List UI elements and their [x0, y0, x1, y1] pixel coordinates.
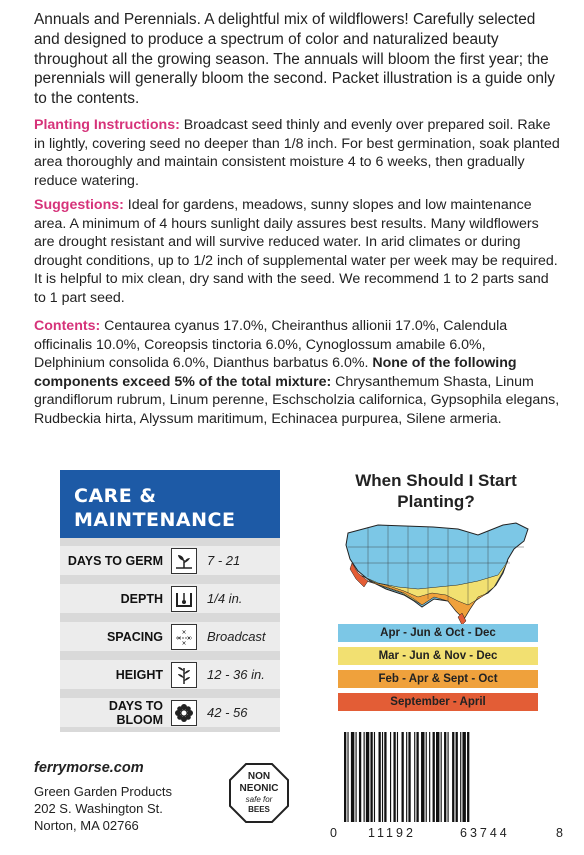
upc-group-2: 63744 [460, 826, 510, 840]
suggestions-heading: Suggestions: [34, 197, 124, 213]
barcode-bar [441, 732, 442, 822]
barcode [342, 732, 552, 822]
barcode-bar [408, 732, 410, 822]
care-title-line1: CARE & [74, 485, 157, 507]
usa-planting-map [338, 515, 538, 625]
intro-paragraph: Annuals and Perennials. A delightful mix of wildflowers! Carefully selected and designed to produce a spectrum of color and naturalized beauty throughout all the growing season. The annuals will bloom the first year; the perennials will generally bloom the second. Packet illustration is a guide only to the contents. [34, 11, 556, 108]
barcode-bar [462, 732, 465, 822]
svg-text:×: × [176, 634, 182, 642]
zone-label-3: Feb - Apr & Sept - Oct [338, 670, 538, 688]
care-value: 12 - 36 in. [207, 667, 265, 682]
barcode-bar [393, 732, 395, 822]
barcode-bar [414, 732, 415, 822]
care-label: DAYS TO GERM [67, 553, 163, 568]
barcode-bar [436, 732, 439, 822]
barcode-bar [452, 732, 454, 822]
barcode-bar [460, 732, 461, 822]
svg-text:×: × [186, 634, 192, 642]
planting-text: Broadcast seed thinly and evenly over prepared soil. Rake in lightly, covering seed no deeper than 1/8 inch. For best germination, soak planted area thoroughly and maintain consistent moisture 4 to 6 weeks, then gradually reduce watering. [34, 117, 560, 189]
svg-text:×: × [181, 639, 187, 647]
plant-height-icon [171, 662, 197, 688]
sprout-icon [171, 548, 197, 574]
care-label: HEIGHT [115, 667, 163, 682]
barcode-bar [366, 732, 369, 822]
care-maintenance-panel [60, 470, 280, 732]
flower-icon [171, 700, 197, 726]
care-row-germ [60, 546, 280, 575]
care-row-depth [60, 584, 280, 613]
care-value: Broadcast [207, 629, 266, 644]
barcode-bar [344, 732, 346, 822]
company-name: Green Garden Products [34, 784, 173, 799]
contents-heading: Contents: [34, 318, 101, 334]
badge-line1: NON [247, 771, 271, 782]
upc-left-digit: 0 [330, 826, 337, 840]
website: ferrymorse.com [34, 760, 144, 776]
barcode-bar [359, 732, 361, 822]
barcode-bar [351, 732, 354, 822]
care-label: SPACING [106, 629, 163, 644]
city-address: Norton, MA 02766 [34, 818, 139, 833]
badge-line2: NEONIC [239, 783, 279, 794]
contents-bold-note: None of the following components exceed 5% of the total mixture: [34, 355, 517, 390]
planting-heading: Planting Instructions: [34, 117, 180, 133]
care-row-spacing [60, 622, 280, 651]
barcode-bar [456, 732, 458, 822]
care-title-line2: MAINTENANCE [74, 509, 236, 531]
barcode-bar [433, 732, 435, 822]
planting-instructions [34, 116, 560, 190]
barcode-bar [416, 732, 418, 822]
barcode-bar [397, 732, 398, 822]
barcode-bar [421, 732, 424, 822]
barcode-bar [429, 732, 430, 822]
care-row-height [60, 660, 280, 689]
barcode-bar [364, 732, 365, 822]
barcode-bar [467, 732, 469, 822]
contents [34, 317, 560, 429]
spacing-icon [171, 624, 197, 650]
care-row-bloom [60, 698, 280, 727]
map-title: When Should I Start Planting? [355, 471, 517, 511]
zone-label-2: Mar - Jun & Nov - Dec [338, 647, 538, 665]
barcode-bar [382, 732, 383, 822]
badge-line3: safe for [245, 795, 273, 804]
care-value: 7 - 21 [207, 553, 241, 568]
barcode-bar [448, 732, 449, 822]
zone-label-1: Apr - Jun & Oct - Dec [338, 624, 538, 642]
barcode-bar [390, 732, 391, 822]
care-value: 42 - 56 [207, 705, 248, 720]
upc-right-digit: 8 [556, 826, 563, 840]
barcode-bar [370, 732, 372, 822]
barcode-bar [384, 732, 386, 822]
zone-label-4: September - April [338, 693, 538, 711]
barcode-bar [406, 732, 407, 822]
care-header [60, 470, 280, 538]
barcode-bar [374, 732, 375, 822]
street-address: 202 S. Washington St. [34, 801, 163, 816]
suggestions [34, 196, 560, 308]
badge-line4: BEES [248, 805, 270, 814]
barcode-bar [444, 732, 446, 822]
suggestions-text: Ideal for gardens, meadows, sunny slopes and low maintenance area. A minimum of 4 hours sunlight daily assures best results. Many wildflowers are drought resistant and will survive reduced water. In arid climates or during drought conditions, up to 1/2 inch of supplemental water per week may be required. It is helpful to mix clean, dry sand with the seed. We recommend 1 to 2 parts sand to 1 part seed. [34, 197, 558, 306]
barcode-bar [379, 732, 381, 822]
care-label: DAYS TO BLOOM [108, 698, 163, 727]
svg-text:×: × [181, 628, 187, 636]
care-table [60, 538, 280, 732]
care-label: DEPTH [120, 591, 163, 606]
contents-text-2: Chrysanthemum Shasta, Linum grandiflorum rubrum, Linum perenne, Eschscholzia californica, Gypsophila elegans, Rudbeckia hirta, Alyssum maritimum, Echinacea purpurea, Silene armeria. [34, 373, 560, 427]
contents-text: Centaurea cyanus 17.0%, Cheiranthus allionii 17.0%, Calendula officinalis 10.0%, Coreopsis tinctoria 6.0%, Cynoglossum amabile 6.0%, Delphinium consolida 6.0%, Dianthus barbatus 6.0%. [34, 318, 508, 372]
upc-group-1: 11192 [368, 826, 416, 840]
depth-icon [171, 586, 197, 612]
barcode-bar [356, 732, 357, 822]
barcode-bar [402, 732, 404, 822]
barcode-bar [426, 732, 427, 822]
barcode-bar [347, 732, 348, 822]
address-block [34, 783, 172, 834]
non-neonic-badge [228, 762, 290, 824]
care-value: 1/4 in. [207, 591, 243, 606]
